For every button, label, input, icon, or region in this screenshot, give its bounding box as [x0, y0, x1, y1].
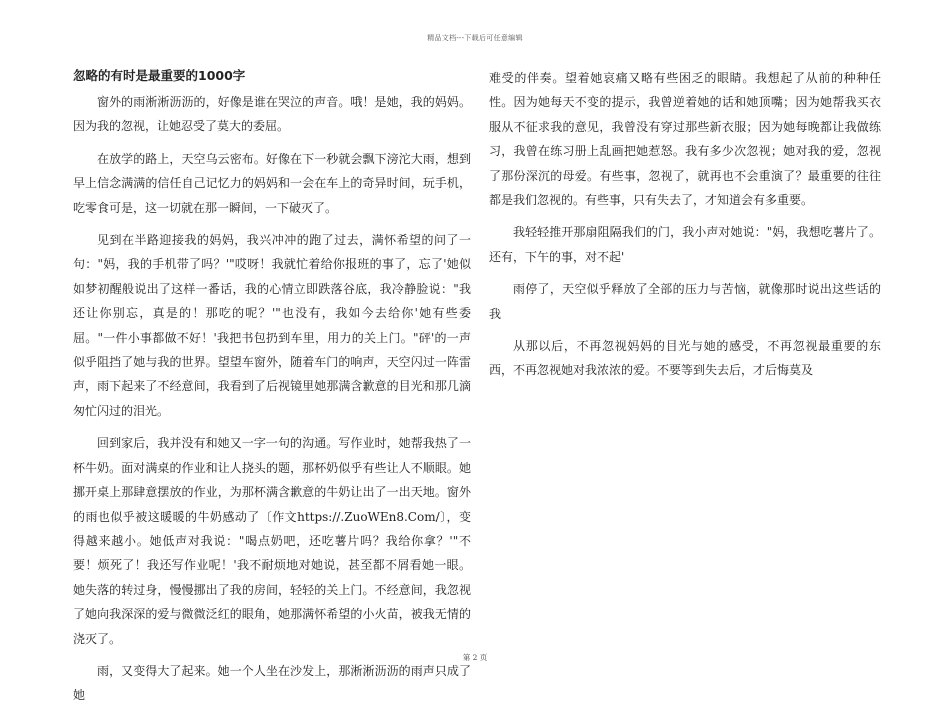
paragraph: 回到家后，我并没有和她又一字一句的沟通。写作业时，她帮我热了一杯牛奶。面对满桌的作业和让人挠头的题，那杯奶似乎有些让人不顺眼。她挪开桌上那肆意摆放的作业，为那杯满含歉意的牛奶让出了一出天地。窗外的雨也似乎被这暖暖的牛奶感动了〔作文https://.ZuoWEn8.Com/〕，变得越来越小。她低声对我说："喝点奶吧，还吃薯片吗？我给你拿？'"不要！烦死了！我还写作业呢！'我不耐烦地对她说，甚至都不屑看她一眼。她失落的转过身，慢慢挪出了我的房间，轻轻的关上门。不经意间，我忽视了她向我深深的爱与微微泛红的眼角，她那满怀希望的小火苗，被我无情的浇灭了。: [73, 436, 471, 646]
paragraph: 雨停了，天空似乎释放了全部的压力与苦恼，就像那时说出这些话的我: [489, 282, 881, 321]
right-column: [489, 66, 881, 391]
left-column: [73, 66, 471, 716]
paragraph: 我轻轻推开那扇阻隔我们的门，我小声对她说："妈，我想吃薯片了。还有，下午的事，对不起': [489, 225, 881, 264]
paragraph: 从那以后，不再忽视妈妈的目光与她的感受，不再忽视最重要的东西，不再忽视她对我浓浓的爱。不要等到失去后，才后悔莫及: [489, 339, 881, 378]
paragraph: 见到在半路迎接我的妈妈，我兴冲冲的跑了过去，满怀希望的问了一句："妈，我的手机带了吗？'"哎呀！我就忙着给你报班的事了，忘了'她似如梦初醒般说出了这样一番话，我的心情立即跌落谷底，我冷静脸说："我还让你别忘，真是的！那吃的呢？'"也没有，我如今去给你'她有些委屈。"一件小事都做不好！'我把书包扔到车里，用力的关上门。"砰'的一声似乎阻挡了她与我的世界。望望车窗外，随着车门的响声，天空闪过一阵雷声，雨下起来了不经意间，我看到了后视镜里她那满含歉意的目光和那几滴匆忙闪过的泪光。: [73, 233, 471, 418]
page-number: 第 2 页: [462, 653, 488, 662]
paragraph-continued: 难受的伴奏。望着她哀痛又略有些困乏的眼睛。我想起了从前的种种任性。因为她每天不变的提示，我曾逆着她的话和她顶嘴；因为她帮我买衣服从不征求我的意见，我曾没有穿过那些新衣服；因为她每晚都让我做练习，我曾在练习册上乱画把她惹怒。我有多少次忽视；她对我的爱，忽视了那份深沉的母爱。有些事，忽视了，就再也不会重演了？最重要的往往都是我们忽视的。有些事，只有失去了，才知道会有多重要。: [489, 71, 881, 208]
paragraph: 窗外的雨淅淅沥沥的，好像是谁在哭泣的声音。哦！是她，我的妈妈。因为我的忽视，让她忍受了莫大的委屈。: [73, 95, 471, 134]
article-title: 忽略的有时是最重要的1000字: [73, 68, 246, 83]
paragraph: 在放学的路上，天空乌云密布。好像在下一秒就会飘下滂沱大雨，想到早上信念满满的信任自己记忆力的妈妈和一会在车上的奇异时间，玩手机，吃零食可是，这一切就在那一瞬间，一下破灭了。: [73, 151, 471, 215]
page-header: 精品文档---下载后可任意编辑: [427, 34, 523, 42]
paragraph: 雨，又变得大了起来。她一个人坐在沙发上，那淅淅沥沥的雨声只成了她: [73, 663, 471, 703]
